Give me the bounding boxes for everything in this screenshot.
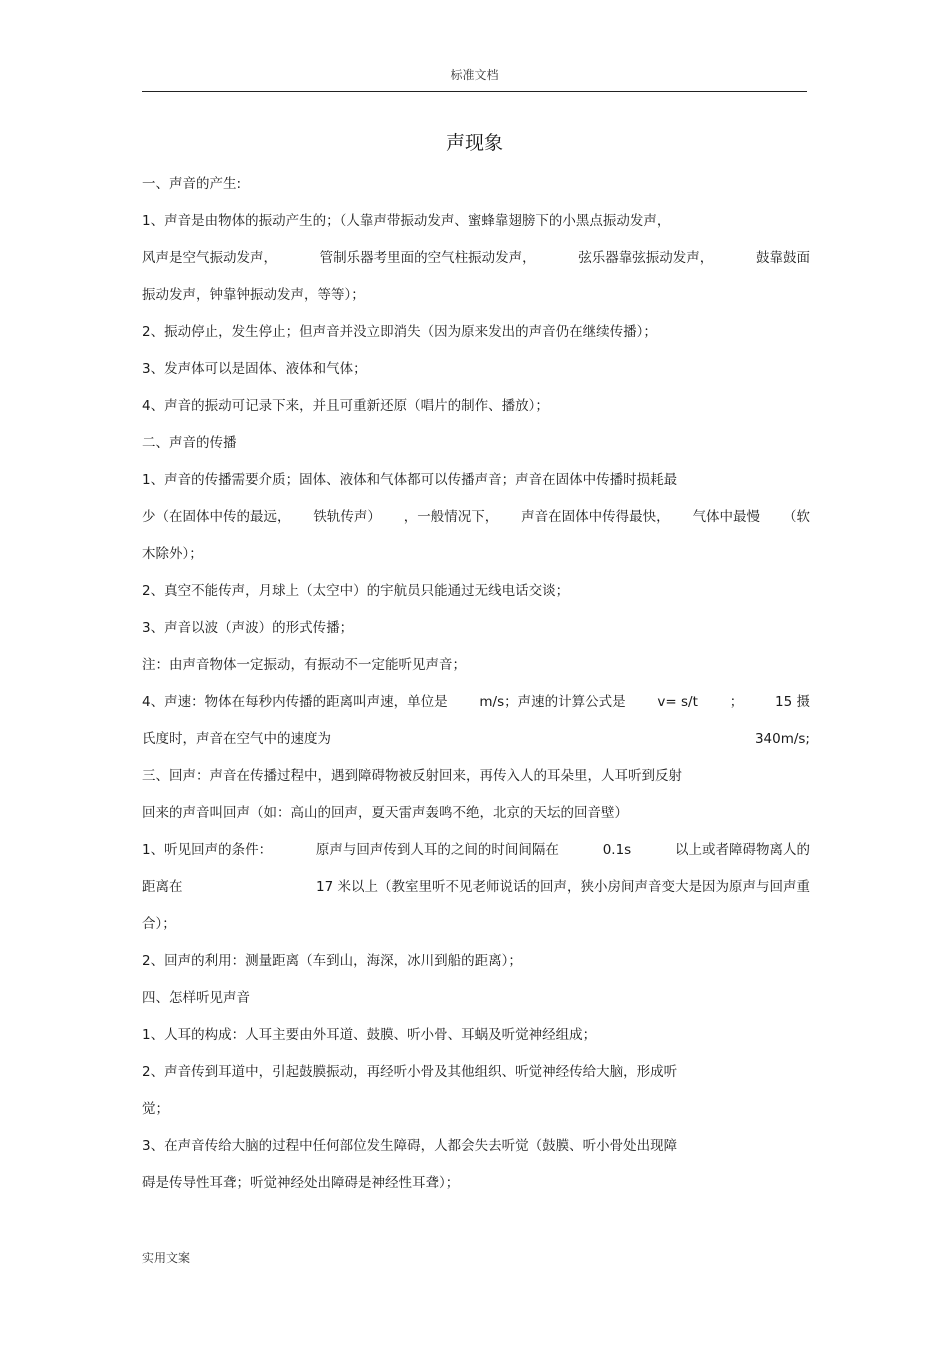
- text-segment: 340m/s;: [754, 731, 810, 747]
- text-segment: 氏度时，声音在空气中的速度为: [142, 731, 331, 747]
- text-segment: 声音在固体中传得最快，: [521, 509, 670, 525]
- text-segment: 1、听见回声的条件：: [142, 842, 273, 858]
- document-title: 声现象: [445, 132, 503, 154]
- text-segment: 4、声音的振动可记录下来，并且可重新还原（唱片的制作、播放）；: [142, 398, 549, 414]
- text-segment: 风声是空气振动发声，: [142, 250, 277, 266]
- text-segment: 二、声音的传播: [142, 435, 237, 451]
- text-line: [142, 213, 810, 250]
- text-segment: 4、声速：物体在每秒内传播的距离叫声速，单位是: [142, 694, 448, 710]
- text-segment: 合）；: [142, 916, 176, 932]
- text-line: [142, 731, 810, 768]
- text-line: [142, 694, 810, 731]
- text-segment: 弦乐器靠弦振动发声，: [578, 250, 714, 266]
- header-divider: [142, 91, 807, 92]
- text-line: [142, 990, 810, 1027]
- text-line: [142, 1027, 810, 1064]
- text-segment: 回来的声音叫回声（如：高山的回声，夏天雷声轰鸣不绝，北京的天坛的回音壁）: [142, 805, 628, 821]
- text-segment: 觉；: [142, 1101, 169, 1117]
- text-line: [142, 953, 810, 990]
- text-segment: 一、声音的产生:: [142, 176, 242, 192]
- text-segment: 1、人耳的构成：人耳主要由外耳道、鼓膜、听小骨、耳蜗及听觉神经组成；: [142, 1027, 597, 1043]
- text-line: [142, 842, 810, 879]
- text-line: [142, 435, 810, 472]
- text-segment: 气体中最慢: [692, 509, 761, 525]
- text-line: [142, 879, 810, 916]
- text-segment: 3、声音以波（声波）的形式传播；: [142, 620, 354, 636]
- text-segment: 1、声音的传播需要介质；固体、液体和气体都可以传播声音；声音在固体中传播时损耗最: [142, 472, 678, 488]
- text-segment: （软: [782, 509, 810, 525]
- text-segment: 1、声音是由物体的振动产生的；（人靠声带振动发声、蜜蜂靠翅膀下的小黑点振动发声，: [142, 213, 671, 229]
- text-segment: 15 摄: [774, 694, 810, 710]
- text-segment: 2、声音传到耳道中，引起鼓膜振动，再经听小骨及其他组织、听觉神经传给大脑，形成听: [142, 1064, 678, 1080]
- text-line: [142, 398, 810, 435]
- text-segment: 管制乐器考里面的空气柱振动发声，: [319, 250, 536, 266]
- text-line: [142, 805, 810, 842]
- document-body: [142, 176, 810, 1212]
- text-segment: 0.1s: [602, 842, 632, 858]
- text-line: [142, 1138, 810, 1175]
- text-line: [142, 546, 810, 583]
- text-line: [142, 1175, 810, 1212]
- text-line: [142, 768, 810, 805]
- text-line: [142, 324, 810, 361]
- text-segment: 四、怎样听见声音: [142, 990, 250, 1006]
- text-segment: 2、回声的利用：测量距离（车到山，海深，冰川到船的距离）；: [142, 953, 522, 969]
- text-segment: 铁轨传声）: [313, 509, 381, 525]
- text-segment: 少（在固体中传的最远，: [142, 509, 291, 525]
- text-line: [142, 472, 810, 509]
- text-segment: 鼓靠鼓面: [755, 250, 810, 266]
- text-segment: 三、回声：声音在传播过程中，遇到障碍物被反射回来，再传入人的耳朵里，人耳听到反射: [142, 768, 682, 784]
- text-segment: 注：由声音物体一定振动，有振动不一定能听见声音；: [142, 657, 466, 673]
- text-line: [142, 361, 810, 398]
- text-segment: 17 米以上（教室里听不见老师说话的回声，狭小房间声音变大是因为原声与回声重: [316, 879, 810, 895]
- text-line: [142, 916, 810, 953]
- text-line: [142, 1064, 810, 1101]
- text-segment: 原声与回声传到人耳的之间的时间间隔在: [315, 842, 559, 858]
- text-segment: 2、真空不能传声，月球上（太空中）的宇航员只能通过无线电话交谈；: [142, 583, 570, 599]
- text-segment: 木除外）；: [142, 546, 203, 562]
- text-segment: 3、在声音传给大脑的过程中任何部位发生障碍，人都会失去听觉（鼓膜、听小骨处出现障: [142, 1138, 678, 1154]
- text-segment: 以上或者障碍物离人的: [675, 842, 810, 858]
- text-segment: m/s；声速的计算公式是: [479, 694, 626, 710]
- text-segment: v= s/t: [657, 694, 698, 710]
- text-line: [142, 657, 810, 694]
- text-segment: 2、振动停止，发生停止；但声音并没立即消失（因为原来发出的声音仍在继续传播）；: [142, 324, 657, 340]
- text-line: [142, 1101, 810, 1138]
- text-line: [142, 287, 810, 324]
- text-segment: 距离在: [142, 879, 183, 895]
- text-line: [142, 176, 810, 213]
- text-line: [142, 509, 810, 546]
- text-line: [142, 250, 810, 287]
- page-header: 标准文档: [450, 68, 499, 82]
- text-line: [142, 583, 810, 620]
- text-segment: 振动发声，钟靠钟振动发声，等等）；: [142, 287, 365, 303]
- text-segment: 3、发声体可以是固体、液体和气体；: [142, 361, 367, 377]
- text-line: [142, 620, 810, 657]
- text-segment: ；: [729, 694, 744, 710]
- text-segment: ，一般情况下，: [403, 509, 499, 525]
- text-segment: 碍是传导性耳聋；听觉神经处出障碍是神经性耳聋）；: [142, 1175, 460, 1191]
- page-footer: 实用文案: [142, 1251, 191, 1265]
